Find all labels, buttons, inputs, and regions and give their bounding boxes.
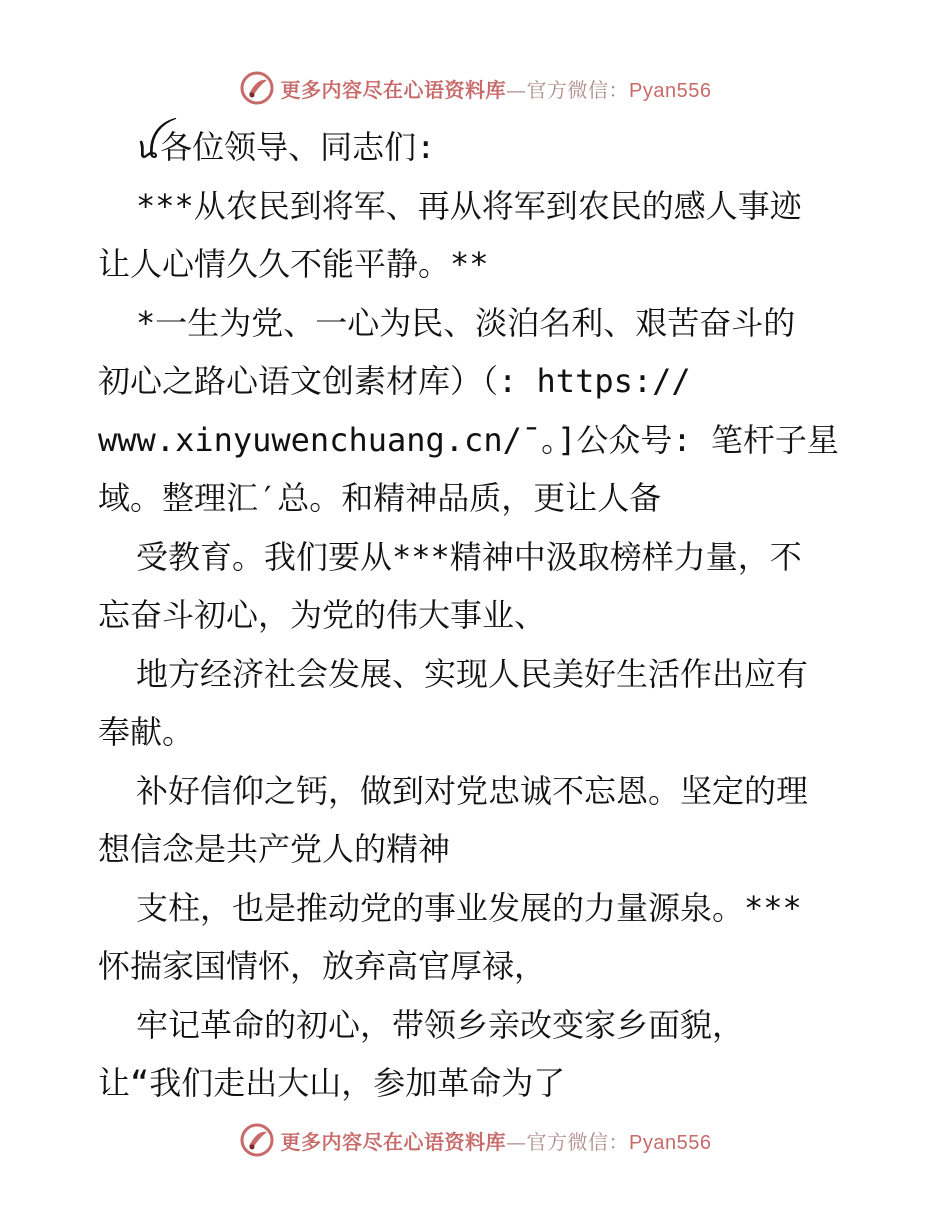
body-line: 让“我们走出大山，参加革命为了 xyxy=(98,1064,566,1102)
body-line: 想信念是共产党人的精神 xyxy=(98,830,451,868)
brand-logo-icon xyxy=(239,70,275,106)
body-line: 补好信仰之钙，做到对党忠诚不忘恩。坚定的理 xyxy=(136,771,809,810)
banner-wechat-id: Pyan556 xyxy=(629,79,712,102)
banner-wechat-id: Pyan556 xyxy=(629,1131,712,1154)
flower-ornament-icon: ꪊ xyxy=(136,128,161,166)
banner-dash: — xyxy=(506,77,527,102)
banner-brand-text: 更多内容尽在心语资料库 xyxy=(280,1129,507,1154)
body-line: 初心之路心语文创素材库）（: https:// xyxy=(98,362,691,400)
document-body xyxy=(98,118,858,1113)
banner-wechat-label: 官方微信： xyxy=(526,1129,630,1154)
body-line: 奉献。 xyxy=(98,713,195,751)
body-line: 域。整理汇′总。和精神品质，更让人备 xyxy=(98,479,662,517)
body-line: ꪊ各位领导、同志们: xyxy=(136,128,436,166)
body-line: ***从农民到将军、再从将军到农民的感人事迹 xyxy=(136,186,802,225)
body-line: 牢记革命的初心，带领乡亲改变家乡面貌， xyxy=(136,1005,745,1044)
brand-logo-icon xyxy=(239,1122,275,1158)
banner-wechat-label: 官方微信： xyxy=(526,77,630,102)
banner-brand-text: 更多内容尽在心语资料库 xyxy=(280,77,507,102)
body-line: 怀揣家国情怀，放弃高官厚禄， xyxy=(98,947,547,985)
body-line: 支柱，也是推动党的事业发展的力量源泉。*** xyxy=(136,888,802,927)
body-line: 忘奋斗初心，为党的伟大事业、 xyxy=(98,596,547,634)
body-line: www.xinyuwenchuang.cn/¯。]公众号: 笔杆子星 xyxy=(98,420,839,459)
banner-dash: — xyxy=(506,1129,527,1154)
body-line: 让人心情久久不能平静。** xyxy=(98,245,489,283)
body-line: *一生为党、一心为民、淡泊名利、艰苦奋斗的 xyxy=(136,303,796,342)
header-banner xyxy=(0,70,950,110)
body-line: 地方经济社会发展、实现人民美好生活作出应有 xyxy=(136,654,809,693)
body-line: 受教育。我们要从***精神中汲取榜样力量，不 xyxy=(136,537,802,576)
footer-banner xyxy=(0,1122,950,1162)
